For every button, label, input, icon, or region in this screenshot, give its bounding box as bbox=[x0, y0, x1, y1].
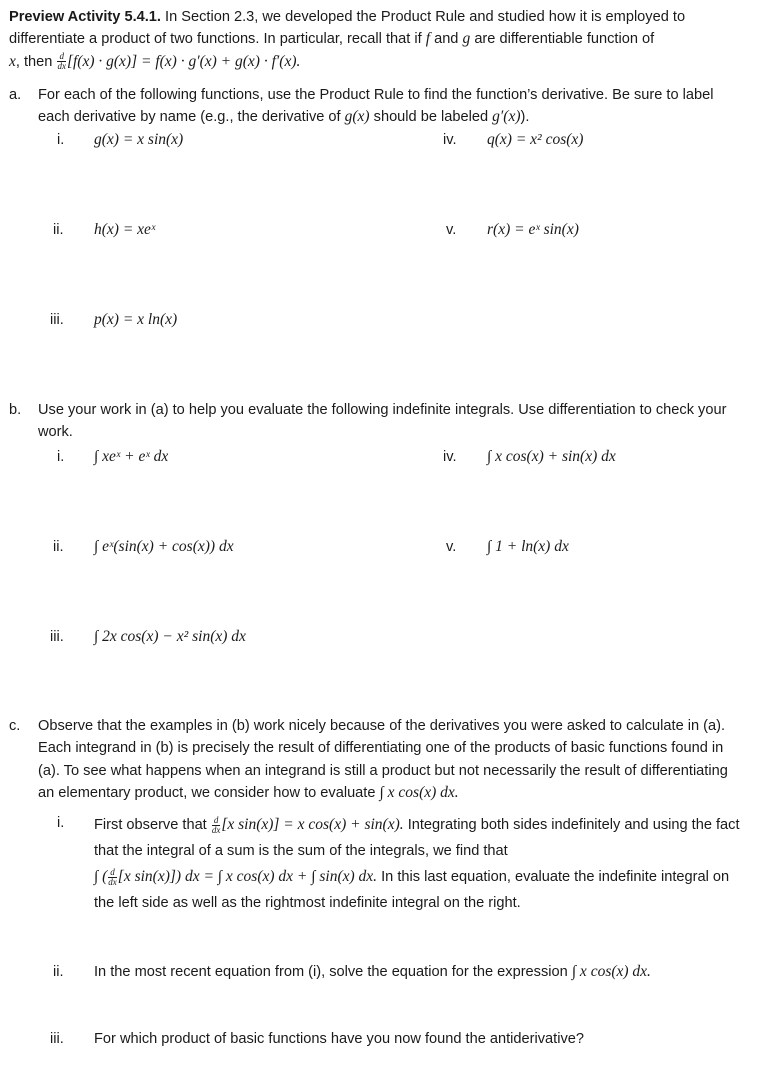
part-b-text: Use your work in (a) to help you evaluate the following indefinite integrals. Use differentiation to check your work. bbox=[38, 402, 727, 441]
part-b-item-ii: ii. bbox=[53, 539, 64, 555]
part-a-expr-iv: q(x) = x² cos(x) bbox=[487, 131, 584, 148]
intro-paragraph bbox=[9, 6, 749, 73]
part-c-ii-text: In the most recent equation from (i), solve the equation for the expression ∫ x cos(x) dx. bbox=[94, 963, 651, 980]
part-a-expr-v: r(x) = eˣ sin(x) bbox=[487, 221, 579, 238]
part-b-expr-v: ∫ 1 + ln(x) dx bbox=[487, 538, 569, 555]
intro-text-b: are differentiable function of bbox=[474, 31, 655, 48]
part-c-item-ii: ii. bbox=[53, 964, 64, 980]
part-a-expr-iii: p(x) = x ln(x) bbox=[94, 311, 178, 328]
part-b-label: b. bbox=[9, 402, 22, 418]
part-b-expr-iii: ∫ 2x cos(x) − x² sin(x) dx bbox=[94, 628, 246, 645]
part-b-item-iii: iii. bbox=[50, 629, 64, 645]
part-c-i-text: First observe that $\frac{d}{dx}$ [x sin(x)] = x cos(x) + sin(x). Integrating both sides indefinitely and using the fact that the integral of a sum is the sum of the integrals, we find that ∫ ( $\frac{d}{dx}$ [x sin(x)]) dx = ∫ x cos(x) dx + ∫ sin(x) dx. In this last equation, evaluate the indefinite integral on the left side as well as the rightmost indefinite integral on the right. bbox=[94, 814, 740, 911]
part-a-label: a. bbox=[9, 87, 22, 103]
part-a-item-ii: ii. bbox=[53, 222, 64, 238]
part-a-item-iv: iv. bbox=[443, 132, 457, 148]
product-rule-formula: [f(x) · g(x)] = f(x) · g′(x) + g(x) · f′(x). bbox=[66, 52, 301, 70]
part-b-expr-i: ∫ xeˣ + eˣ dx bbox=[94, 448, 169, 465]
part-a-expr-ii: h(x) = xeˣ bbox=[94, 221, 156, 238]
part-c-text: Observe that the examples in (b) work nicely because of the derivatives you were asked to calculate in (a). Each integrand in (b) is precisely the result of differentiating one of the products of basic functions found in (a). To see what happens when an integrand is still a product but not necessarily the result of differentiating an elementary product, we consider how to evaluate ∫ x cos(x) dx. bbox=[38, 718, 728, 802]
var-x: x bbox=[9, 52, 16, 70]
part-a-item-iii: iii. bbox=[50, 312, 64, 328]
var-f: f bbox=[425, 30, 431, 48]
intro-and: and bbox=[434, 31, 459, 48]
part-c-label: c. bbox=[9, 718, 21, 734]
var-g: g bbox=[462, 30, 471, 48]
part-b-item-iv: iv. bbox=[443, 449, 457, 465]
derivative-operator: $\frac{d}{dx}$ bbox=[57, 51, 66, 72]
part-a-item-i: i. bbox=[57, 132, 65, 148]
part-c-item-iii: iii. bbox=[50, 1031, 64, 1047]
part-b-item-v: v. bbox=[446, 539, 457, 555]
part-b-expr-ii: ∫ eˣ(sin(x) + cos(x)) dx bbox=[94, 538, 234, 555]
part-a-text: For each of the following functions, use the Product Rule to find the function’s derivative. Be sure to label each derivative by name (e.g., the derivative of g(x) should be labeled g′(x)). bbox=[38, 87, 714, 126]
part-b-expr-iv: ∫ x cos(x) + sin(x) dx bbox=[487, 448, 616, 465]
intro-text-a: In Section 2.3, we developed the Product Rule and studied how it is employed to differentiate a product of two functions. In particular, recall that if bbox=[9, 9, 686, 48]
part-c-iii-text: For which product of basic functions have you now found the antiderivative? bbox=[94, 1031, 584, 1047]
activity-title: Preview Activity 5.4.1. bbox=[9, 9, 161, 25]
part-a-item-v: v. bbox=[446, 222, 457, 238]
part-b-item-i: i. bbox=[57, 449, 65, 465]
part-a-expr-i: g(x) = x sin(x) bbox=[94, 131, 184, 148]
part-c-item-i: i. bbox=[57, 815, 65, 831]
intro-then: , then bbox=[15, 53, 53, 70]
